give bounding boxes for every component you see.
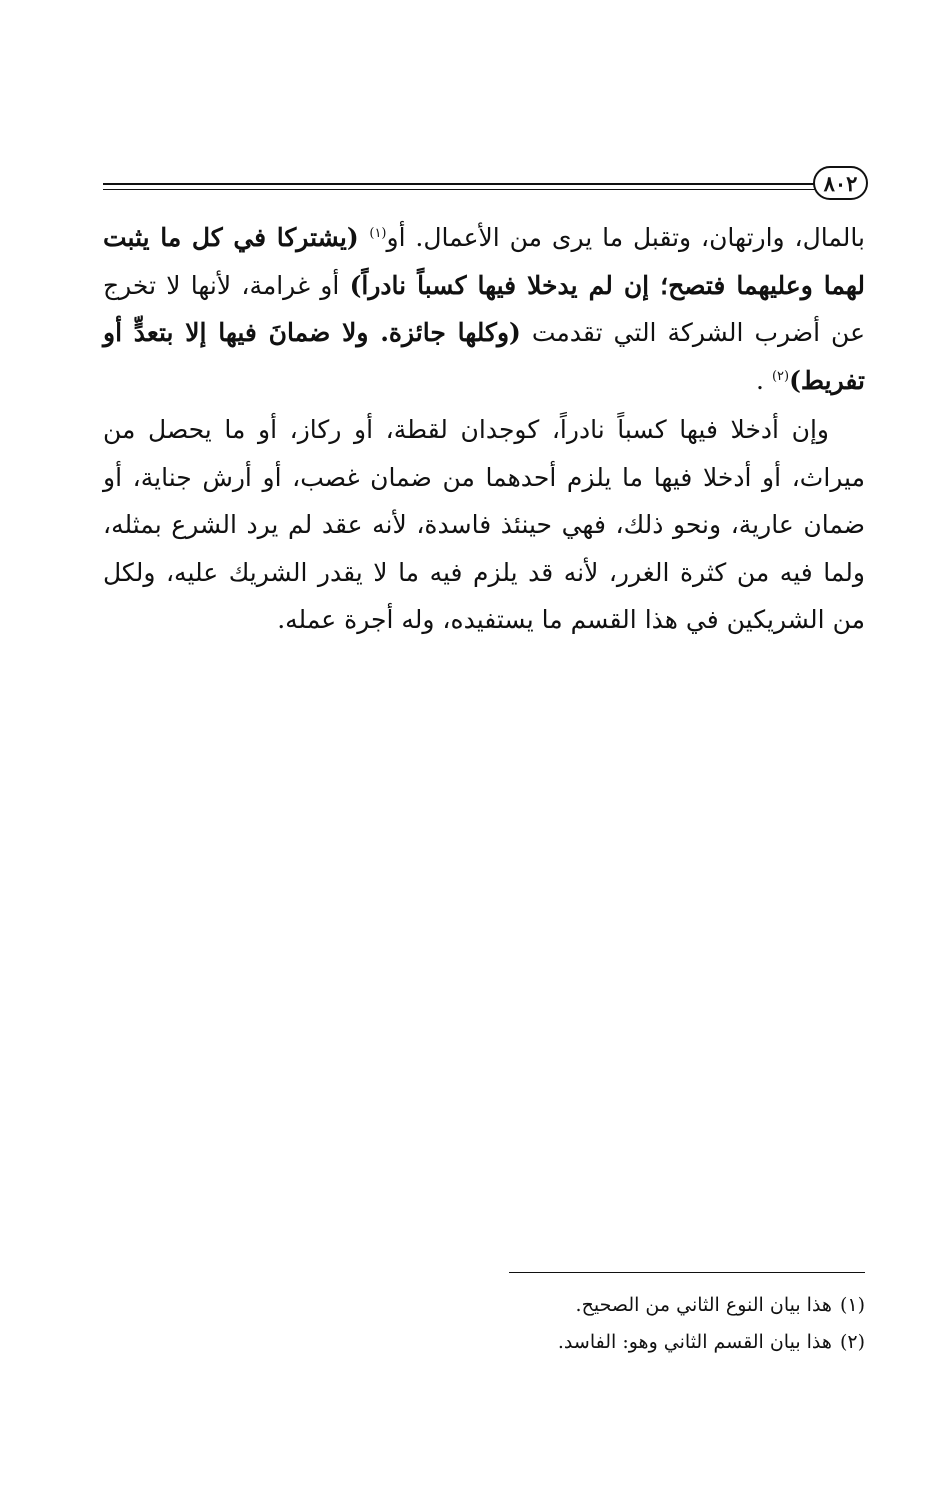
footnote-2	[300, 1324, 865, 1361]
footnote-1-text: هذا بيان النوع الثاني من الصحيح.	[575, 1294, 832, 1316]
paragraph-1-bold-quote-1: (يشتركا في كل ما يثبت لهما وعليهما فتصح؛ إن لم يدخلا فيها كسباً نادراً)	[103, 223, 865, 300]
main-text	[103, 214, 865, 644]
footnote-2-text: هذا بيان القسم الثاني وهو: الفاسد.	[557, 1331, 832, 1353]
header-rule-thick-line	[103, 183, 821, 185]
paragraph-1-bold-quote-2: (وكلها جائزة. ولا ضمانَ فيها إلا بتعدٍّ أو تفريط)	[103, 318, 865, 395]
footnote-separator	[509, 1272, 865, 1273]
footnote-1	[300, 1287, 865, 1324]
paragraph-1-text-middle: أو غرامة، لأنها لا تخرج عن أضرب الشركة التي تقدمت	[103, 270, 865, 347]
paragraph-1	[103, 214, 865, 404]
header-rule-thin-line	[103, 189, 821, 190]
paragraph-2: وإن أدخلا فيها كسباً نادراً، كوجدان لقطة، أو ركاز، أو ما يحصل من ميراث، أو أدخلا فيها ما يلزم أحدهما من ضمان غصب، أو أرش جناية، أو ضمان عارية، ونحو ذلك، فهي حينئذ فاسدة، لأنه عقد لم يرد الشرع بمثله، ولما فيه من كثرة الغرر، لأنه قد يلزم فيه ما لا يقدر الشريك عليه، ولكل من الشريكين في هذا القسم ما يستفيده، وله أجرة عمله.	[103, 415, 865, 634]
paragraph-1-text-start: بالمال، وارتهان، وتقبل ما يرى من الأعمال. أو	[386, 223, 865, 252]
footnote-ref-2: (٢)	[771, 368, 790, 384]
header-rule	[103, 183, 821, 192]
paragraph-1-text-end: .	[756, 365, 772, 395]
page-number: ٨٠٢	[813, 166, 868, 200]
footnote-1-number: (١)	[839, 1294, 865, 1316]
footnote-ref-1: (١)	[369, 226, 387, 241]
footnotes	[300, 1287, 865, 1361]
footnote-2-number: (٢)	[839, 1331, 865, 1353]
